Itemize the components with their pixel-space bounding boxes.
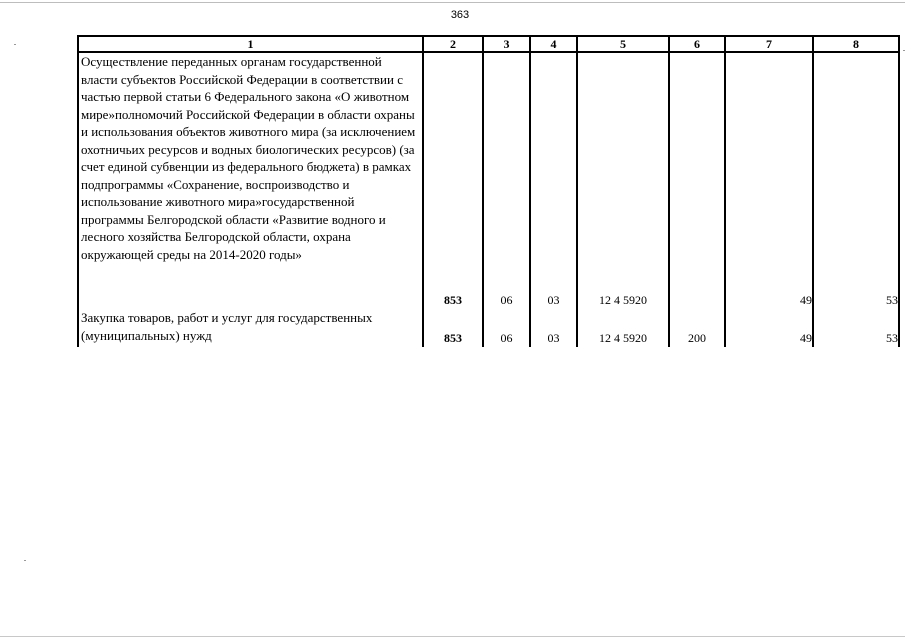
column-header: 3	[483, 36, 530, 52]
top-edge-line	[0, 2, 905, 3]
row-description: Осуществление переданных органам государственной власти субъектов Российской Федерации в соответствии с частью первой статьи 6 Федерального закона «О животном мире»полномочий Российской Федерации в области охраны и использования объектов животного мира (за исключением охотничьих ресурсов и водных биологических ресурсов) (за счет единой субвенции из федерального бюджета) в рамках подпрограммы «Сохранение, воспроизводство и использование животного мира»государственной программы Белгородской области «Развитие водного и лесного хозяйства Белгородской области, охрана окружающей среды на 2014-2020 годы»	[78, 52, 423, 309]
table-row	[78, 52, 899, 309]
subsection-code: 03	[530, 309, 577, 347]
scan-speck	[24, 560, 26, 561]
column-header: 5	[577, 36, 669, 52]
scan-speck	[14, 44, 16, 45]
page-number: 363	[450, 9, 470, 21]
column-header: 1	[78, 36, 423, 52]
amount-column-8: 53	[813, 309, 899, 347]
column-header: 7	[725, 36, 813, 52]
expense-type-code: 200	[669, 309, 725, 347]
header-row	[78, 36, 899, 52]
target-article-code: 12 4 5920	[577, 52, 669, 309]
column-header: 4	[530, 36, 577, 52]
amount-column-7: 49	[725, 309, 813, 347]
expense-type-code	[669, 52, 725, 309]
amount-column-8: 53	[813, 52, 899, 309]
budget-table	[77, 35, 900, 347]
row-description: Закупка товаров, работ и услуг для государственных (муниципальных) нужд	[78, 309, 423, 347]
bottom-edge-line	[0, 636, 905, 637]
column-header: 2	[423, 36, 483, 52]
department-code: 853	[423, 309, 483, 347]
target-article-code: 12 4 5920	[577, 309, 669, 347]
amount-column-7: 49	[725, 52, 813, 309]
table-row	[78, 309, 899, 347]
section-code: 06	[483, 52, 530, 309]
column-header: 6	[669, 36, 725, 52]
column-header: 8	[813, 36, 899, 52]
subsection-code: 03	[530, 52, 577, 309]
department-code: 853	[423, 52, 483, 309]
section-code: 06	[483, 309, 530, 347]
